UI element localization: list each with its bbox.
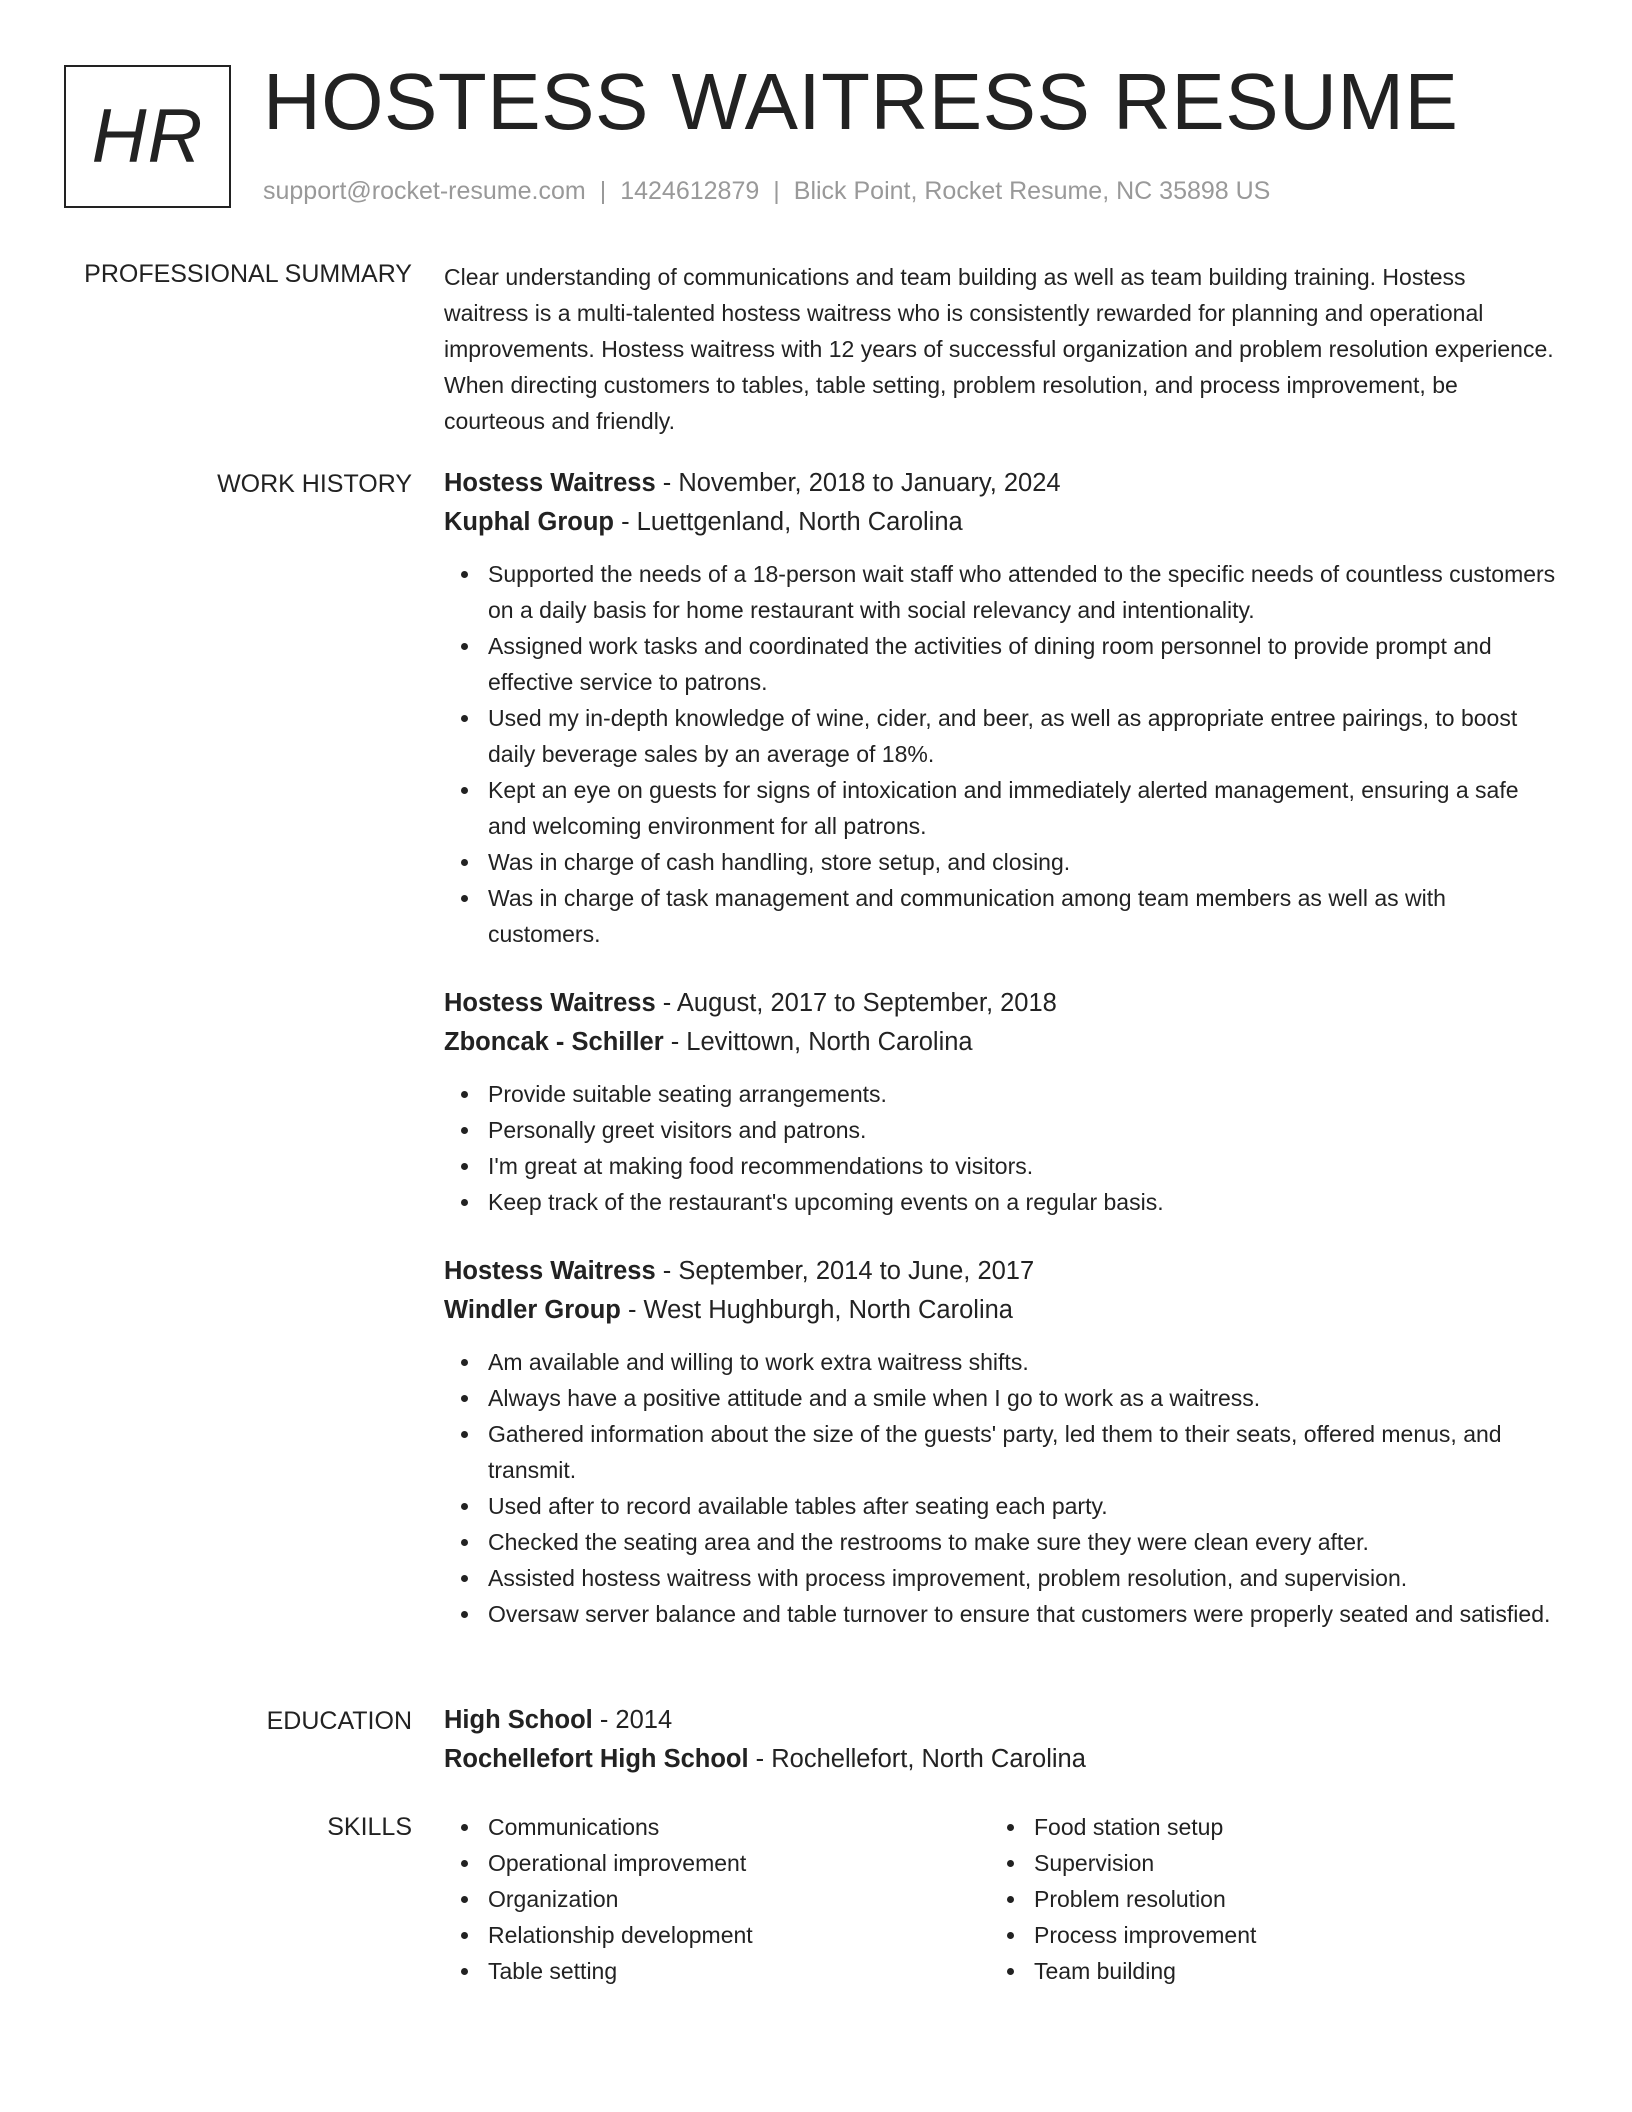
- list-item: I'm great at making food recommendations to visitors.: [444, 1148, 1556, 1184]
- contact-phone: 1424612879: [620, 177, 760, 205]
- job-entry: [444, 984, 1556, 1220]
- list-item: Provide suitable seating arrangements.: [444, 1076, 1556, 1112]
- job-location: - Luettgenland, North Carolina: [613, 508, 963, 536]
- list-item: Used my in-depth knowledge of wine, cider, and beer, as well as appropriate entree pairings, to boost daily beverage sales by an average of 18%.: [444, 700, 1556, 772]
- job-dates: - November, 2018 to January, 2024: [655, 469, 1061, 497]
- job-title-line: [444, 984, 1556, 1023]
- skills-body: [444, 1809, 1556, 1989]
- list-item: Supported the needs of a 18-person wait staff who attended to the specific needs of countless customers on a daily basis for home restaurant with social relevancy and intentionality.: [444, 556, 1556, 628]
- list-item: Keep track of the restaurant's upcoming events on a regular basis.: [444, 1184, 1556, 1220]
- summary-label: PROFESSIONAL SUMMARY: [84, 260, 412, 288]
- list-item: Used after to record available tables after seating each party.: [444, 1488, 1556, 1524]
- list-item: Personally greet visitors and patrons.: [444, 1112, 1556, 1148]
- education-location: - Rochellefort, North Carolina: [748, 1745, 1086, 1773]
- skills-column-right: [990, 1809, 1536, 1989]
- job-bullets: [444, 1344, 1556, 1632]
- list-item: Gathered information about the size of the guests' party, led them to their seats, offered menus, and transmit.: [444, 1416, 1556, 1488]
- contact-separator: |: [773, 177, 780, 205]
- monogram-initials: HR: [91, 94, 204, 179]
- education-degree-line: [444, 1701, 1556, 1740]
- job-title: Hostess Waitress: [444, 1257, 656, 1285]
- contact-email: support@rocket-resume.com: [263, 177, 586, 205]
- list-item: Was in charge of cash handling, store setup, and closing.: [444, 844, 1556, 880]
- skills-list-left: [444, 1809, 990, 1989]
- contact-separator: |: [599, 177, 607, 205]
- skill-item: Team building: [990, 1953, 1536, 1989]
- job-title: Hostess Waitress: [444, 469, 656, 497]
- list-item: Assigned work tasks and coordinated the activities of dining room personnel to provide prompt and effective service to patrons.: [444, 628, 1556, 700]
- list-item: Was in charge of task management and communication among team members as well as with customers.: [444, 880, 1556, 952]
- job-bullets: [444, 556, 1556, 952]
- education-school: Rochellefort High School: [444, 1745, 749, 1773]
- list-item: Checked the seating area and the restrooms to make sure they were clean every after.: [444, 1524, 1556, 1560]
- job-company: Zboncak - Schiller: [444, 1028, 664, 1056]
- summary-text: Clear understanding of communications and team building as well as team building training. Hostess waitress is a multi-talented hostess waitress who is consistently rewarded for planning and operational improvements. Hostess waitress with 12 years of successful organization and problem resolution experience. When directing customers to tables, table setting, problem resolution, and process improvement, be courteous and friendly.: [444, 264, 1554, 434]
- education-school-line: [444, 1740, 1556, 1779]
- job-location: - West Hughburgh, North Carolina: [620, 1296, 1013, 1324]
- job-title-line: [444, 464, 1556, 503]
- job-entry: [444, 1252, 1556, 1632]
- education-year: - 2014: [592, 1706, 673, 1734]
- work-history-label: WORK HISTORY: [217, 470, 412, 498]
- skill-item: Organization: [444, 1881, 990, 1917]
- list-item: Kept an eye on guests for signs of intoxication and immediately alerted management, ensuring a safe and welcoming environment for all patrons.: [444, 772, 1556, 844]
- skill-item: Food station setup: [990, 1809, 1536, 1845]
- job-dates: - August, 2017 to September, 2018: [655, 989, 1057, 1017]
- list-item: Always have a positive attitude and a smile when I go to work as a waitress.: [444, 1380, 1556, 1416]
- list-item: Assisted hostess waitress with process improvement, problem resolution, and supervision.: [444, 1560, 1556, 1596]
- job-dates: - September, 2014 to June, 2017: [655, 1257, 1035, 1285]
- job-company-line: [444, 1023, 1556, 1062]
- job-location: - Levittown, North Carolina: [663, 1028, 973, 1056]
- job-entry: [444, 464, 1556, 952]
- skill-item: Supervision: [990, 1845, 1536, 1881]
- skill-item: Communications: [444, 1809, 990, 1845]
- skill-item: Table setting: [444, 1953, 990, 1989]
- skills-column-left: [444, 1809, 990, 1989]
- skill-item: Operational improvement: [444, 1845, 990, 1881]
- education-label: EDUCATION: [266, 1707, 412, 1735]
- summary-body: [444, 259, 1556, 439]
- education-body: [444, 1701, 1556, 1779]
- skills-label: SKILLS: [327, 1813, 412, 1841]
- job-bullets: [444, 1076, 1556, 1220]
- job-company-line: [444, 503, 1556, 542]
- job-title-line: [444, 1252, 1556, 1291]
- skill-item: Problem resolution: [990, 1881, 1536, 1917]
- job-company: Windler Group: [444, 1296, 621, 1324]
- job-company-line: [444, 1291, 1556, 1330]
- monogram-box: [64, 65, 231, 208]
- resume-title: HOSTESS WAITRESS RESUME: [263, 57, 1459, 146]
- contact-address: Blick Point, Rocket Resume, NC 35898 US: [793, 177, 1271, 205]
- job-company: Kuphal Group: [444, 508, 614, 536]
- skill-item: Relationship development: [444, 1917, 990, 1953]
- list-item: Am available and willing to work extra waitress shifts.: [444, 1344, 1556, 1380]
- skills-list-right: [990, 1809, 1536, 1989]
- list-item: Oversaw server balance and table turnover to ensure that customers were properly seated and satisfied.: [444, 1596, 1556, 1632]
- education-degree: High School: [444, 1706, 593, 1734]
- job-title: Hostess Waitress: [444, 989, 656, 1017]
- work-history-body: [444, 464, 1556, 1632]
- skill-item: Process improvement: [990, 1917, 1536, 1953]
- contact-line: [263, 174, 1270, 208]
